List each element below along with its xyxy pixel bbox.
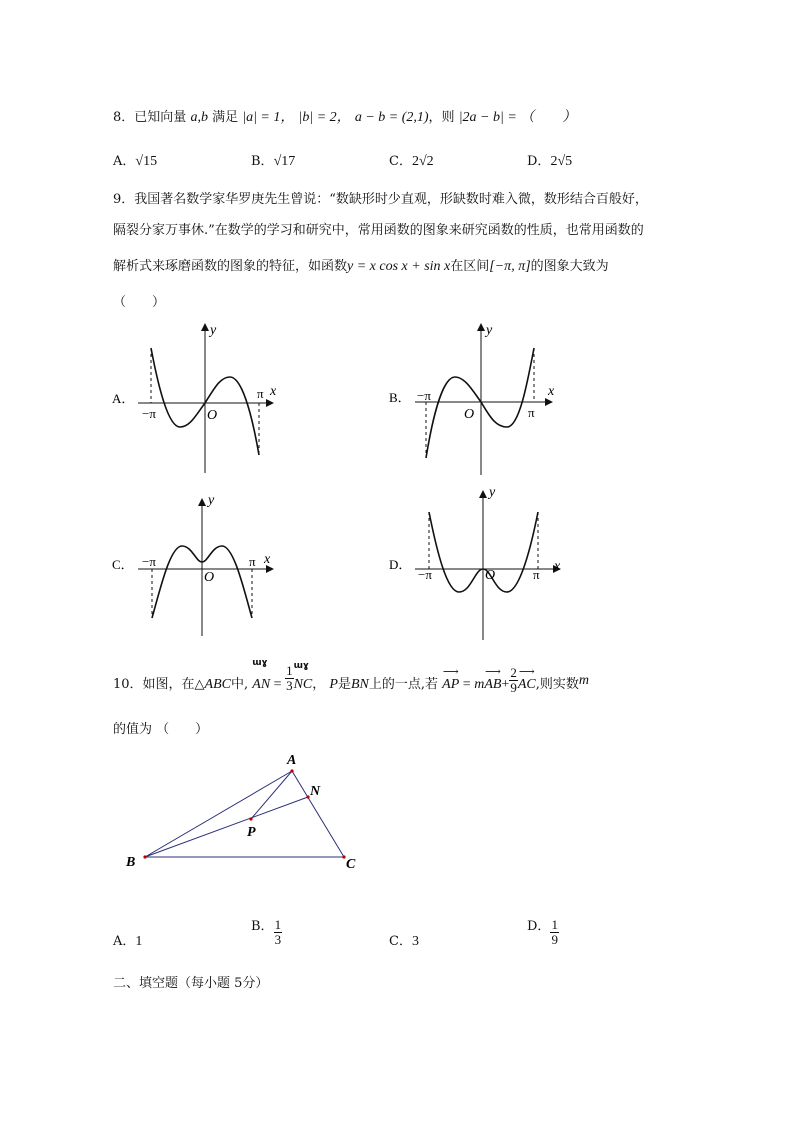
svg-text:P: P [247,825,256,840]
q9-graph-a[interactable] [110,315,290,475]
svg-text:π: π [257,386,264,401]
q10-option-b[interactable]: B． $\frac{1}{3}$ [251,917,282,947]
svg-text:π: π [533,567,540,582]
q8-stem: 8．已知向量 a,b 满足 |a| = 1， |b| = 2， a − b = (2,1)，则 |2a − b| = （ ） [113,110,577,125]
q10-line-2: 的值为 （ ） [113,722,209,737]
svg-text:−π: −π [418,567,432,582]
q9-graph-c[interactable] [110,490,290,640]
q9-line-1: 9．我国著名数学家华罗庚先生曾说：“数缺形时少直观，形缺数时难入微，数形结合百般好， [113,192,648,207]
q8-option-b[interactable]: B．√17 [251,154,296,169]
q10-option-a[interactable]: A．1 [113,934,143,949]
svg-text:D．: D． [389,557,412,572]
svg-text:−π: −π [417,388,431,403]
q8-option-a[interactable]: A．√15 [113,154,158,169]
graph-b-curve [426,348,534,458]
q9-graph-b[interactable] [387,315,577,480]
svg-text:A．: A． [112,391,135,406]
svg-text:x: x [270,384,277,399]
q10-triangle-figure [120,750,370,875]
q8-option-d[interactable]: D．2√5 [527,154,573,169]
q10-stem: 10．如图，在△ABC中, ɯɣ AN = $\frac{1}{3}$ ɯɣ NC， P是BN上的一点,若 ⟶ AP = m⟶ AB+ $\frac{2}{9}$ ⟶ AC,则实数m [113,660,589,700]
svg-text:y: y [486,323,493,338]
q10-an-nc-relation: ɯɣ AN = $\frac{1}{3}$ ɯɣ NC [252,658,313,693]
svg-text:A: A [287,753,297,768]
svg-text:−π: −π [142,406,156,421]
svg-text:O: O [204,570,215,585]
section-2-heading: 二、填空题（每小题 5分） [113,976,269,991]
q9-answer-paren: （ ） [113,295,166,310]
svg-text:C．: C． [112,557,134,572]
svg-text:y: y [208,493,215,508]
svg-text:O: O [464,407,475,422]
q8-option-c[interactable]: C．2√2 [389,154,434,169]
svg-text:O: O [485,568,496,583]
q10-option-d[interactable]: D． $\frac{1}{9}$ [527,917,558,947]
svg-text:π: π [528,405,535,420]
svg-text:y: y [210,323,217,338]
svg-text:x: x [548,384,555,399]
q9-line-2: 隔裂分家万事休.”在数学的学习和研究中，常用函数的图象来研究函数的性质，也常用函数的 [113,223,644,238]
svg-text:π: π [249,554,256,569]
q9-line-3: 解析式来琢磨函数的图象的特征，如函数y = x cos x + sin x在区间[−π, π]的图象大致为 [113,259,609,274]
svg-text:x: x [264,552,271,567]
svg-text:x: x [554,559,561,574]
q10-option-c[interactable]: C．3 [389,934,419,949]
svg-text:N: N [310,784,321,799]
svg-text:O: O [207,408,218,423]
svg-text:−π: −π [142,554,156,569]
q9-graph-d[interactable] [387,482,577,642]
svg-text:B: B [126,855,136,870]
svg-text:B．: B． [389,390,411,405]
svg-text:y: y [489,485,496,500]
svg-text:C: C [346,857,356,872]
